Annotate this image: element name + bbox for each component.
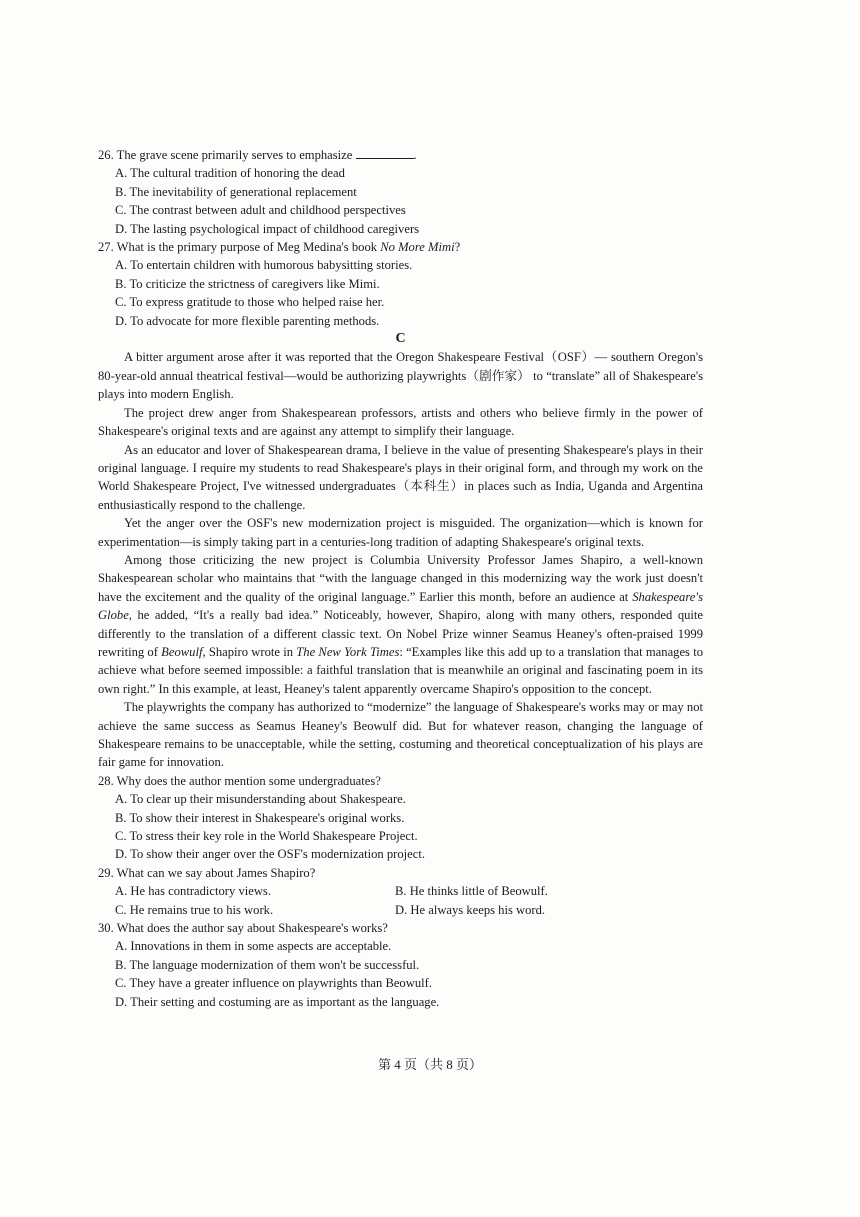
passage-paragraph-4: Yet the anger over the OSF's new modernization project is misguided. The organization—which is known for experimentation—is simply taking part in a centuries-long tradition of adapting Shakespeare's original texts.	[98, 516, 703, 549]
question-26-option-d: D. The lasting psychological impact of childhood caregivers	[115, 221, 420, 236]
question-30-option-d: D. Their setting and costuming are as important as the language.	[115, 994, 440, 1009]
passage-paragraph-2: The project drew anger from Shakespearean professors, artists and others who believe firmly in the power of Shakespeare's original texts and are against any attempt to simplify their language.	[98, 405, 703, 439]
question-26-option-b: B. The inevitability of generational replacement	[115, 184, 357, 199]
question-28-option-d: D. To show their anger over the OSF's modernization project.	[115, 847, 425, 862]
question-30-option-a: A. Innovations in them in some aspects are acceptable.	[115, 939, 392, 954]
question-29-option-b: B. He thinks little of Beowulf.	[395, 884, 548, 899]
passage-paragraph-1: A bitter argument arose after it was reported that the Oregon Shakespeare Festival（OSF）— southern Oregon's 80-year-old annual theatrical festival—would be authorizing playwrights（剧作家） to “translate” all of Shakespeare's plays into modern English.	[98, 350, 703, 402]
question-27-option-d: D. To advocate for more flexible parenting methods.	[115, 313, 380, 328]
question-26-option-a: A. The cultural tradition of honoring the dead	[115, 166, 345, 181]
question-26-stem: 26. The grave scene primarily serves to emphasize .	[98, 148, 417, 162]
question-29-option-a: A. He has contradictory views.	[115, 884, 271, 899]
section-c-heading: C	[395, 331, 406, 347]
question-30-option-c: C. They have a greater influence on playwrights than Beowulf.	[115, 976, 432, 991]
question-27-option-a: A. To entertain children with humorous babysitting stories.	[115, 258, 413, 273]
question-26-option-c: C. The contrast between adult and childhood perspectives	[115, 203, 406, 218]
question-27-option-b: B. To criticize the strictness of caregivers like Mimi.	[115, 276, 380, 291]
question-28-stem: 28. Why does the author mention some undergraduates?	[98, 773, 381, 788]
answer-blank	[356, 146, 414, 159]
question-28-option-b: B. To show their interest in Shakespeare's original works.	[115, 810, 405, 825]
page-number-footer: 第 4 页（共 8 页）	[377, 1057, 482, 1072]
question-28-option-c: C. To stress their key role in the World Shakespeare Project.	[115, 829, 418, 844]
book-title: No More Mimi	[380, 240, 455, 255]
passage-paragraph-3: As an educator and lover of Shakespearean drama, I believe in the value of presenting Shakespeare's plays in their original language. I require my students to read Shakespeare's plays in their original form, and through my work on the World Shakespeare Project, I've witnessed undergraduates（本科生）in places such as India, Uganda and Argentina enthusiastically respond to the challenge.	[98, 442, 703, 512]
question-29-option-c: C. He remains true to his work.	[115, 902, 274, 917]
question-29-options-row-1	[115, 882, 703, 900]
question-27-stem: 27. What is the primary purpose of Meg Medina's book No More Mimi?	[98, 240, 461, 255]
question-29-options-row-2	[115, 901, 703, 919]
question-28-option-a: A. To clear up their misunderstanding about Shakespeare.	[115, 792, 406, 807]
question-30-option-b: B. The language modernization of them won't be successful.	[115, 957, 420, 972]
question-29-stem: 29. What can we say about James Shapiro?	[98, 865, 316, 880]
page-content	[98, 146, 703, 1011]
passage-paragraph-5: Among those criticizing the new project is Columbia University Professor James Shapiro, a well-known Shakespearean scholar who maintains that “with the language changed in this modernizing way the work just doesn't have the excitement and the quality of the original language.” Earlier this month, before an audience at Shakespeare's Globe, he added, “It's a really bad idea.” Noticeably, however, Shapiro, along with many others, responded quite differently to the translation of a different classic text. On Nobel Prize winner Seamus Heaney's often-praised 1999 rewriting of Beowulf, Shapiro wrote in The New York Times: “Examples like this add up to a translation that manages to achieve what before seemed impossible: a faithful translation that is meanwhile an original and fascinating poem in its own right.” In this example, at least, Heaney's talent apparently overcame Shapiro's opposition to the concept.	[98, 552, 703, 696]
question-27-option-c: C. To express gratitude to those who helped raise her.	[115, 295, 385, 310]
question-30-stem: 30. What does the author say about Shakespeare's works?	[98, 921, 388, 936]
passage-paragraph-6: The playwrights the company has authorized to “modernize” the language of Shakespeare's works may or may not achieve the same success as Seamus Heaney's Beowulf did. But for whatever reason, changing the language of Shakespeare remains to be unacceptable, while the setting, costuming and theoretical conceptualization of his plays are fair game for innovation.	[98, 700, 703, 770]
question-29-option-d: D. He always keeps his word.	[395, 902, 546, 917]
